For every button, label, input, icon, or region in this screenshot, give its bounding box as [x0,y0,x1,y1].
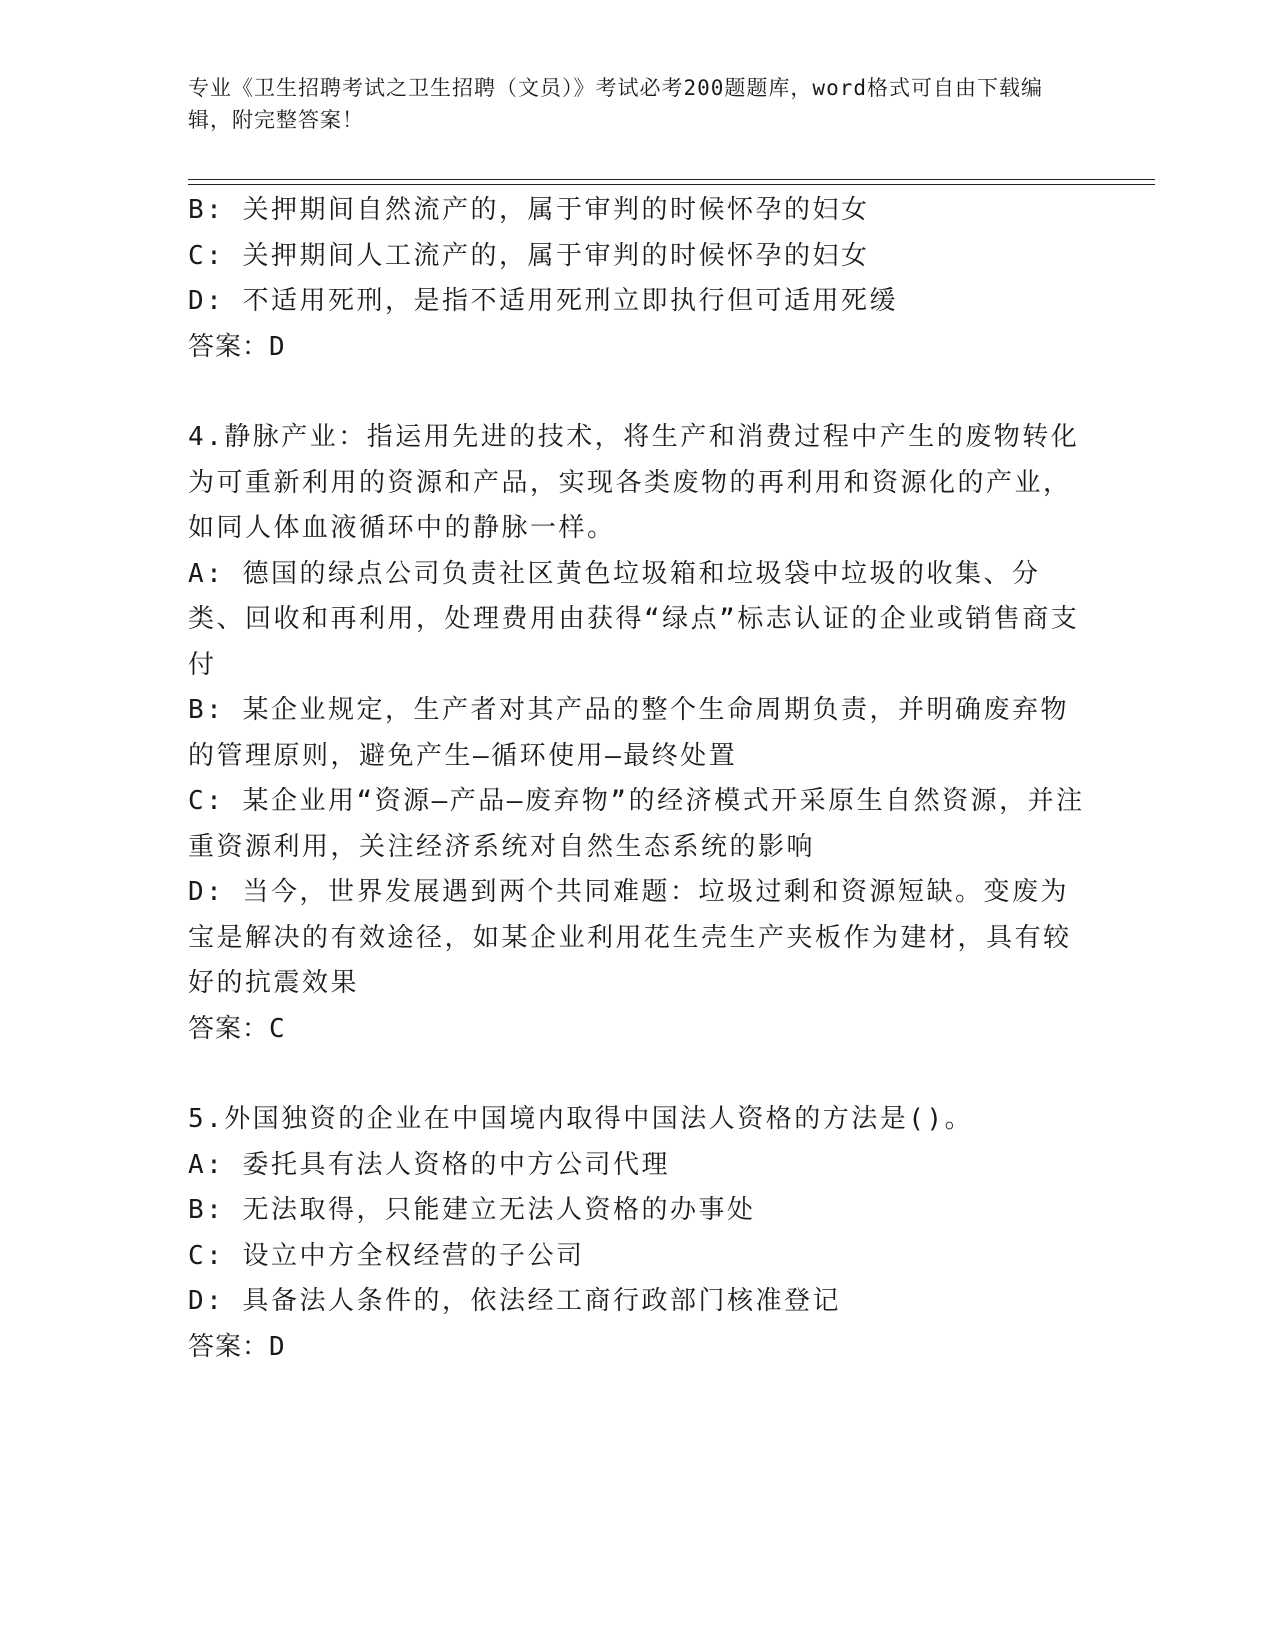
answer-value: C [269,1013,286,1044]
answer-value: D [269,331,286,362]
q3-option-b: B: 关押期间自然流产的，属于审判的时候怀孕的妇女 [188,195,870,225]
question-spacer [188,1052,1088,1097]
answer-label: 答案： [188,1013,270,1044]
q4-option-b: B: 某企业规定，生产者对其产品的整个生命周期负责，并明确废弃物的管理原则，避免产生—循环使用—最终处置 [188,695,1069,771]
q4-option-d: D: 当今，世界发展遇到两个共同难题：垃圾过剩和资源短缺。变废为宝是解决的有效途径，如某企业利用花生壳生产夹板作为建材，具有较好的抗震效果 [188,877,1072,998]
question-spacer [188,370,1088,415]
q4-option-a: A: 德国的绿点公司负责社区黄色垃圾箱和垃圾袋中垃圾的收集、分类、回收和再利用，处理费用由获得“绿点”标志认证的企业或销售商支付 [188,558,1080,680]
header-divider-bottom [188,184,1155,185]
answer-value: D [269,1331,286,1362]
document-header: 专业《卫生招聘考试之卫生招聘（文员）》考试必考200题题库，word格式可自由下载编辑，附完整答案！ [188,76,1043,132]
q5-option-b: B: 无法取得，只能建立无法人资格的办事处 [188,1195,756,1225]
q3-option-c: C: 关押期间人工流产的，属于审判的时候怀孕的妇女 [188,240,870,271]
q5-option-d: D: 具备法人条件的，依法经工商行政部门核准登记 [188,1286,841,1316]
q3-answer [188,325,1088,371]
q4-answer [188,1007,1088,1053]
q5-answer [188,1325,1088,1371]
q5-stem: 5.外国独资的企业在中国境内取得中国法人资格的方法是()。 [188,1104,974,1134]
q5-option-c: C: 设立中方全权经营的子公司 [188,1240,585,1271]
answer-label: 答案： [188,1331,270,1362]
q3-option-d: D: 不适用死刑，是指不适用死刑立即执行但可适用死缓 [188,286,898,316]
document-body [188,188,1088,1370]
answer-label: 答案： [188,331,270,362]
q4-option-c: C: 某企业用“资源—产品—废弃物”的经济模式开采原生自然资源，并注重资源利用，关注经济系统对自然生态系统的影响 [188,786,1085,862]
header-divider-top [188,179,1155,180]
q4-stem: 4.静脉产业：指运用先进的技术，将生产和消费过程中产生的废物转化为可重新利用的资源和产品，实现各类废物的再利用和资源化的产业，如同人体血液循环中的静脉一样。 [188,422,1080,543]
q5-option-a: A: 委托具有法人资格的中方公司代理 [188,1149,670,1180]
